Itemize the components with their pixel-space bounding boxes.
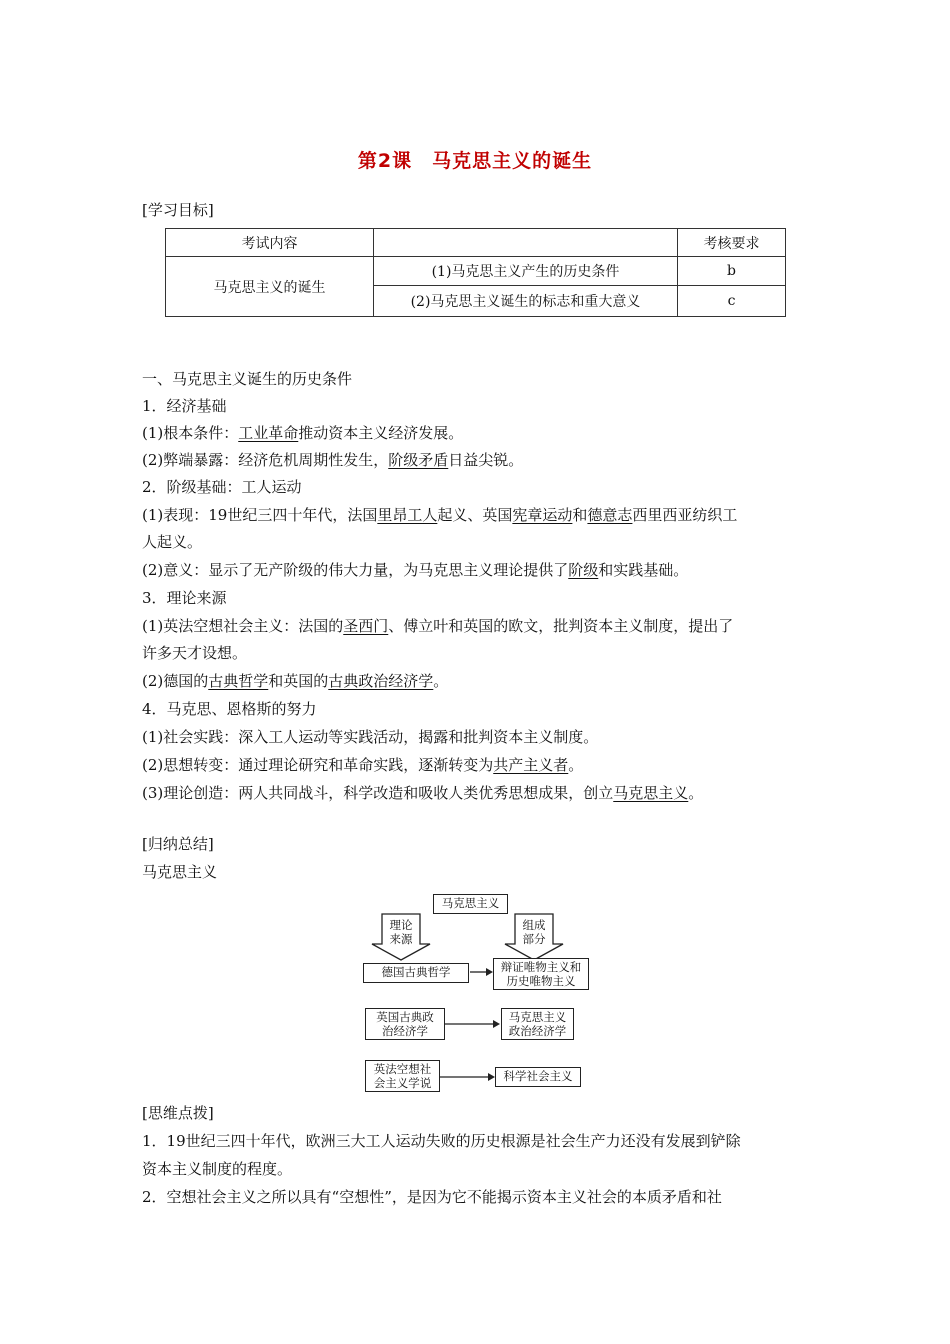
- tip-2: 2．空想社会主义之所以具有“空想性”，是因为它不能揭示资本主义社会的本质矛盾和社: [142, 1188, 722, 1206]
- left-arrow-label: [382, 918, 420, 946]
- text: 部分: [522, 932, 546, 946]
- text: 政治经济学: [508, 1024, 567, 1038]
- header-blank: [374, 229, 678, 257]
- keyword: 宪章运动: [512, 506, 573, 524]
- text: 和: [572, 506, 588, 524]
- text: (1)英法空想社会主义：法国的: [142, 617, 344, 635]
- text: (1)根本条件：: [142, 424, 239, 442]
- text: 、傅立叶和英国的欧文，批判资本主义制度，提出了: [388, 617, 734, 635]
- part-box-economics: [501, 1008, 574, 1040]
- point-title: 1．经济基础: [142, 397, 227, 415]
- paragraph: [142, 450, 523, 470]
- keyword: 圣西门: [343, 617, 389, 635]
- text: 历史唯物主义: [506, 974, 576, 988]
- text: 马克思主义: [508, 1010, 567, 1024]
- keyword: 古典哲学: [208, 672, 269, 690]
- tips-label: [思维点拨]: [142, 1104, 214, 1122]
- paragraph-cont: 许多天才设想。: [142, 644, 248, 662]
- keyword: 阶级矛盾: [388, 451, 449, 469]
- paragraph: [142, 423, 463, 443]
- section-heading: 一、马克思主义诞生的历史条件: [142, 370, 353, 388]
- paragraph: [142, 671, 448, 691]
- point-title: 2．阶级基础：工人运动: [142, 478, 302, 496]
- paragraph: [142, 560, 688, 580]
- keyword: 马克思主义: [613, 784, 689, 802]
- text: 和实践基础。: [598, 561, 689, 579]
- text: 。: [688, 784, 704, 802]
- text: 和英国的: [268, 672, 329, 690]
- paragraph: [142, 755, 583, 775]
- keyword: 德意志: [587, 506, 633, 524]
- text: 。: [568, 756, 584, 774]
- tip-1-cont: 资本主义制度的程度。: [142, 1160, 293, 1178]
- text: (2)思想转变：通过理论研究和革命实践，逐渐转变为: [142, 756, 494, 774]
- text: 起义、英国: [437, 506, 513, 524]
- text: 。: [433, 672, 449, 690]
- text: (2)弊端暴露：经济危机周期性发生，: [142, 451, 389, 469]
- text: 组成: [522, 918, 546, 932]
- text: (1)表现：19世纪三四十年代，法国: [142, 506, 378, 524]
- text: 会主义学说: [373, 1076, 432, 1090]
- diagram-top-box: 马克思主义: [433, 894, 508, 914]
- summary-label: [归纳总结]: [142, 835, 214, 853]
- page-title: 第2课 马克思主义的诞生: [357, 150, 593, 172]
- point-title: 4．马克思、恩格斯的努力: [142, 700, 317, 718]
- text: 治经济学: [382, 1024, 428, 1038]
- text: 来源: [389, 932, 413, 946]
- arrow-head: [488, 1073, 495, 1081]
- tip-1: 1．19世纪三四十年代，欧洲三大工人运动失败的历史根源是社会生产力还没有发展到铲除: [142, 1132, 741, 1150]
- text: 理论: [389, 918, 413, 932]
- arrow-head: [493, 1020, 500, 1028]
- summary-subtitle: 马克思主义: [142, 863, 218, 881]
- right-arrow-label: [515, 918, 553, 946]
- keyword: 阶级: [568, 561, 599, 579]
- table-cell: (2)马克思主义诞生的标志和重大意义: [374, 286, 678, 317]
- text: (2)意义：显示了无产阶级的伟大力量，为马克思主义理论提供了: [142, 561, 569, 579]
- text: 辩证唯物主义和: [500, 960, 582, 974]
- keyword: 工业革命: [238, 424, 299, 442]
- arrow-head: [486, 968, 493, 976]
- text: 英法空想社: [373, 1062, 432, 1076]
- text: 日益尖锐。: [448, 451, 524, 469]
- table-cell: b: [678, 257, 786, 286]
- source-box-philosophy: 德国古典哲学: [363, 963, 469, 983]
- header-level: 考核要求: [678, 229, 786, 257]
- keyword: 共产主义者: [493, 756, 569, 774]
- keyword: 古典政治经济学: [328, 672, 434, 690]
- text: (2)德国的: [142, 672, 209, 690]
- paragraph: [142, 616, 733, 636]
- goals-table: [165, 228, 786, 317]
- point-title: 3．理论来源: [142, 589, 227, 607]
- part-box-materialism: [493, 958, 589, 990]
- keyword: 里昂工人: [377, 506, 438, 524]
- concept-diagram: [360, 890, 600, 1090]
- paragraph: (1)社会实践：深入工人运动等实践活动，揭露和批判资本主义制度。: [142, 728, 599, 746]
- text: 英国古典政: [376, 1010, 434, 1024]
- text: 西里西亚纺织工: [632, 506, 738, 524]
- text: 推动资本主义经济发展。: [298, 424, 464, 442]
- paragraph-cont: 人起义。: [142, 533, 203, 551]
- table-cell: c: [678, 286, 786, 317]
- table-cell: (1)马克思主义产生的历史条件: [374, 257, 678, 286]
- goals-label: [学习目标]: [142, 201, 214, 219]
- topic-cell: 马克思主义的诞生: [166, 257, 374, 317]
- text: (3)理论创造：两人共同战斗，科学改造和吸收人类优秀思想成果，创立: [142, 784, 614, 802]
- part-box-socialism: 科学社会主义: [495, 1067, 581, 1087]
- source-box-economics: [365, 1008, 445, 1040]
- source-box-utopian: [365, 1060, 440, 1092]
- paragraph: [142, 783, 703, 803]
- paragraph: [142, 505, 737, 525]
- header-content: 考试内容: [166, 229, 374, 257]
